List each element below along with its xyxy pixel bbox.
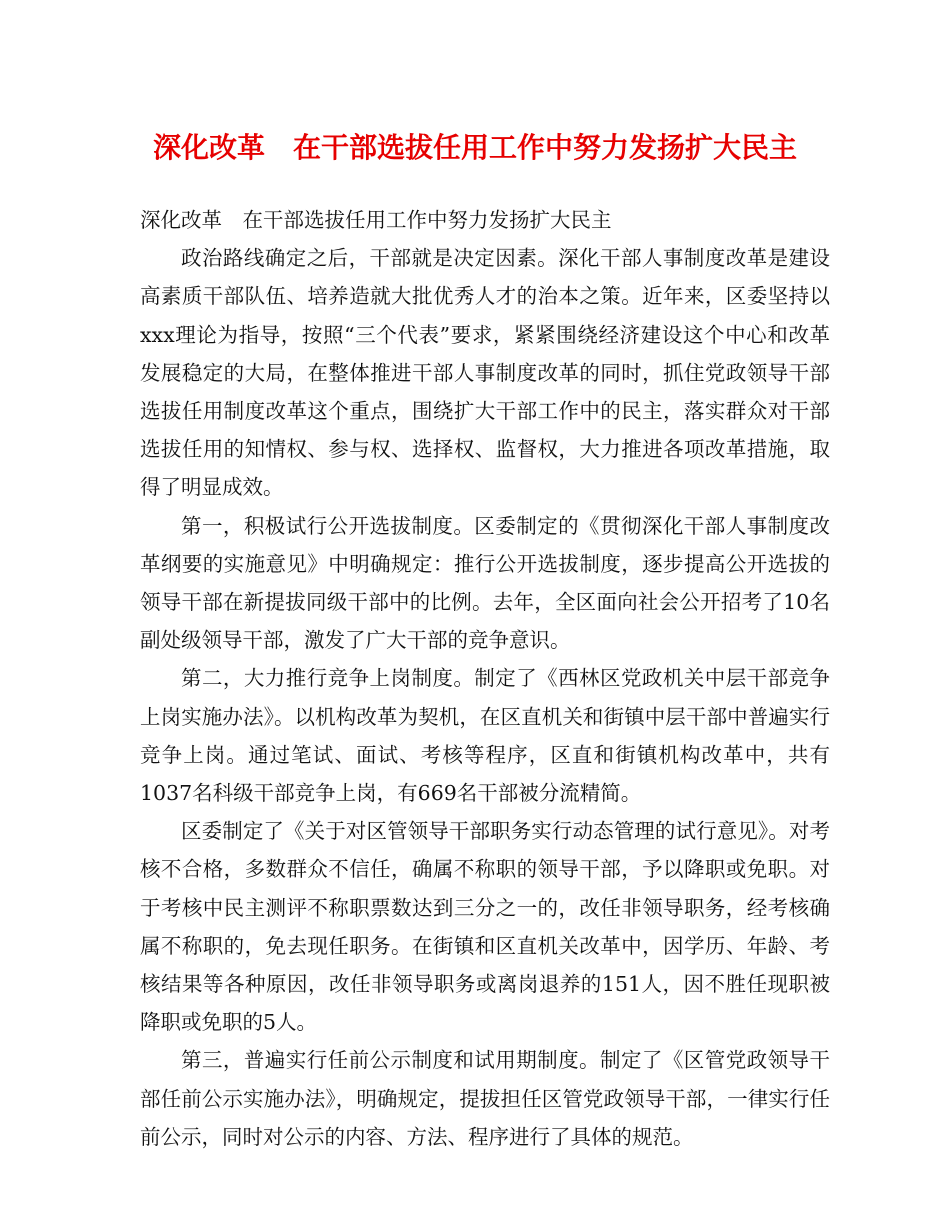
document-title: 深化改革 在干部选拔任用工作中努力发扬扩大民主 [152,131,797,164]
paragraph-intro: 政治路线确定之后，干部就是决定因素。深化干部人事制度改革是建设高素质干部队伍、培养造就大批优秀人才的治本之策。近年来，区委坚持以xxx理论为指导，按照“三个代表”要求，紧紧围绕经济建设这个中心和改革发展稳定的大局，在整体推进干部人事制度改革的同时，抓住党政领导干部选拔任用制度改革这个重点，围绕扩大干部工作中的民主，落实群众对干部选拔任用的知情权、参与权、选择权、监督权，大力推进各项改革措施，取得了明显成效。 [140,246,830,500]
paragraph-dynamic-management: 区委制定了《关于对区管领导干部职务实行动态管理的试行意见》。对考核不合格，多数群众不信任，确属不称职的领导干部，予以降职或免职。对于考核中民主测评不称职票数达到三分之一的，改任非领导职务，经考核确属不称职的，免去现任职务。在街镇和区直机关改革中，因学历、年龄、考核结果等各种原因，改任非领导职务或离岗退养的151人，因不胜任现职被降职或免职的5人。 [140,819,830,1035]
document-subtitle: 深化改革 在干部选拔任用工作中努力发扬扩大民主 [140,208,612,232]
paragraph-public-notice: 第三，普遍实行任前公示制度和试用期制度。制定了《区管党政领导干部任前公示实施办法》，明确规定，提拔担任区管党政领导干部，一律实行任前公示，同时对公示的内容、方法、程序进行了具体的规范。 [140,1048,830,1149]
paragraph-competitive-posts: 第二，大力推行竞争上岗制度。制定了《西林区党政机关中层干部竞争上岗实施办法》。以机构改革为契机，在区直机关和街镇中层干部中普遍实行竞争上岗。通过笔试、面试、考核等程序，区直和街镇机构改革中，共有1037名科级干部竞争上岗，有669名干部被分流精简。 [140,666,830,806]
paragraph-open-selection: 第一，积极试行公开选拔制度。区委制定的《贯彻深化干部人事制度改革纲要的实施意见》中明确规定：推行公开选拔制度，逐步提高公开选拔的领导干部在新提拔同级干部中的比例。去年，全区面向社会公开招考了10名副处级领导干部，激发了广大干部的竞争意识。 [140,513,830,653]
document-body [140,201,830,1156]
